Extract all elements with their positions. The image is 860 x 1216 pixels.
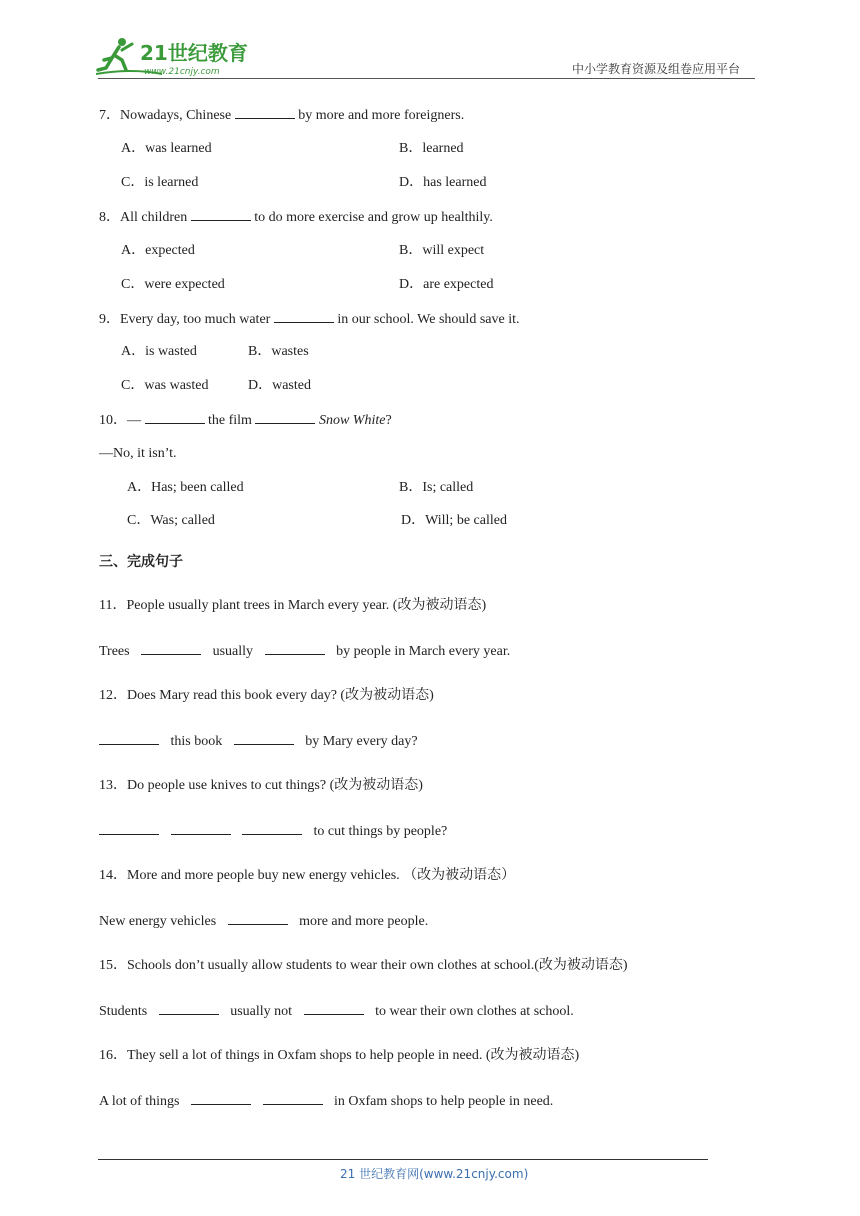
option-b[interactable]: B．learned (399, 141, 464, 156)
question-14-prompt: 14．More and more people buy new energy vehicles. （改为被动语态） (99, 868, 516, 883)
question-16-prompt: 16．They sell a lot of things in Oxfam shops to help people in need. (改为被动语态) (99, 1048, 580, 1063)
question-15-prompt: 15．Schools don’t usually allow students to wear their own clothes at school.(改为被动语态) (99, 958, 628, 973)
answer-blank[interactable] (145, 411, 205, 424)
answer-blank[interactable] (191, 208, 251, 221)
answer-blank[interactable] (274, 310, 334, 323)
question-8: 8．All children to do more exercise and grow up healthily. (99, 210, 493, 225)
answer-blank[interactable] (141, 642, 201, 655)
option-b[interactable]: B．Is; called (399, 480, 474, 495)
option-d[interactable]: D．Will; be called (401, 513, 507, 528)
answer-blank[interactable] (99, 822, 159, 835)
question-16-answer: A lot of things in Oxfam shops to help people in need. (99, 1094, 554, 1109)
option-d[interactable]: D．are expected (399, 277, 494, 292)
question-14-answer: New energy vehicles more and more people. (99, 914, 429, 929)
answer-blank[interactable] (265, 642, 325, 655)
option-c[interactable]: C．was wasted (121, 378, 209, 393)
question-15-answer: Students usually not to wear their own clothes at school. (99, 1004, 574, 1019)
question-11-prompt: 11．People usually plant trees in March every year. (改为被动语态) (99, 598, 487, 613)
question-13-prompt: 13．Do people use knives to cut things? (改为被动语态) (99, 778, 423, 793)
option-b[interactable]: B．wastes (248, 344, 309, 359)
answer-blank[interactable] (191, 1092, 251, 1105)
site-logo (92, 34, 262, 80)
option-b[interactable]: B．will expect (399, 243, 485, 258)
logo-main-text: 21世纪教育 (140, 41, 248, 65)
answer-blank[interactable] (171, 822, 231, 835)
option-c[interactable]: C．Was; called (127, 513, 215, 528)
question-12-prompt: 12．Does Mary read this book every day? (改为被动语态) (99, 688, 434, 703)
answer-blank[interactable] (235, 106, 295, 119)
question-11-answer: Trees usually by people in March every year. (99, 644, 511, 659)
dialogue-reply: —No, it isn’t. (99, 446, 177, 461)
answer-blank[interactable] (159, 1002, 219, 1015)
option-c[interactable]: C．is learned (121, 175, 199, 190)
footer-link[interactable]: 21 世纪教育网(www.21cnjy.com) (340, 1167, 529, 1181)
answer-blank[interactable] (242, 822, 302, 835)
question-12-answer: this book by Mary every day? (99, 732, 418, 751)
section-heading: 三、完成句子 (99, 554, 183, 570)
answer-blank[interactable] (263, 1092, 323, 1105)
header-tagline: 中小学教育资源及组卷应用平台 (572, 62, 741, 76)
answer-blank[interactable] (234, 732, 294, 745)
option-d[interactable]: D．has learned (399, 175, 487, 190)
option-c[interactable]: C．were expected (121, 277, 225, 292)
answer-blank[interactable] (255, 411, 315, 424)
header-divider (98, 78, 755, 79)
option-a[interactable]: A．expected (121, 243, 195, 258)
film-title: Snow White (318, 413, 386, 428)
question-7: 7．Nowadays, Chinese by more and more foreigners. (99, 108, 465, 123)
answer-blank[interactable] (228, 912, 288, 925)
question-9: 9．Every day, too much water in our school. We should save it. (99, 312, 520, 327)
option-d[interactable]: D．wasted (248, 378, 311, 393)
footer-divider (98, 1159, 708, 1160)
option-a[interactable]: A．Has; been called (127, 480, 244, 495)
option-a[interactable]: A．was learned (121, 141, 212, 156)
answer-blank[interactable] (99, 732, 159, 745)
question-13-answer: to cut things by people? (99, 822, 447, 841)
logo-url-text: www.21cnjy.com (144, 67, 220, 77)
question-10: 10．— the film Snow White? (99, 413, 392, 428)
option-a[interactable]: A．is wasted (121, 344, 197, 359)
answer-blank[interactable] (304, 1002, 364, 1015)
